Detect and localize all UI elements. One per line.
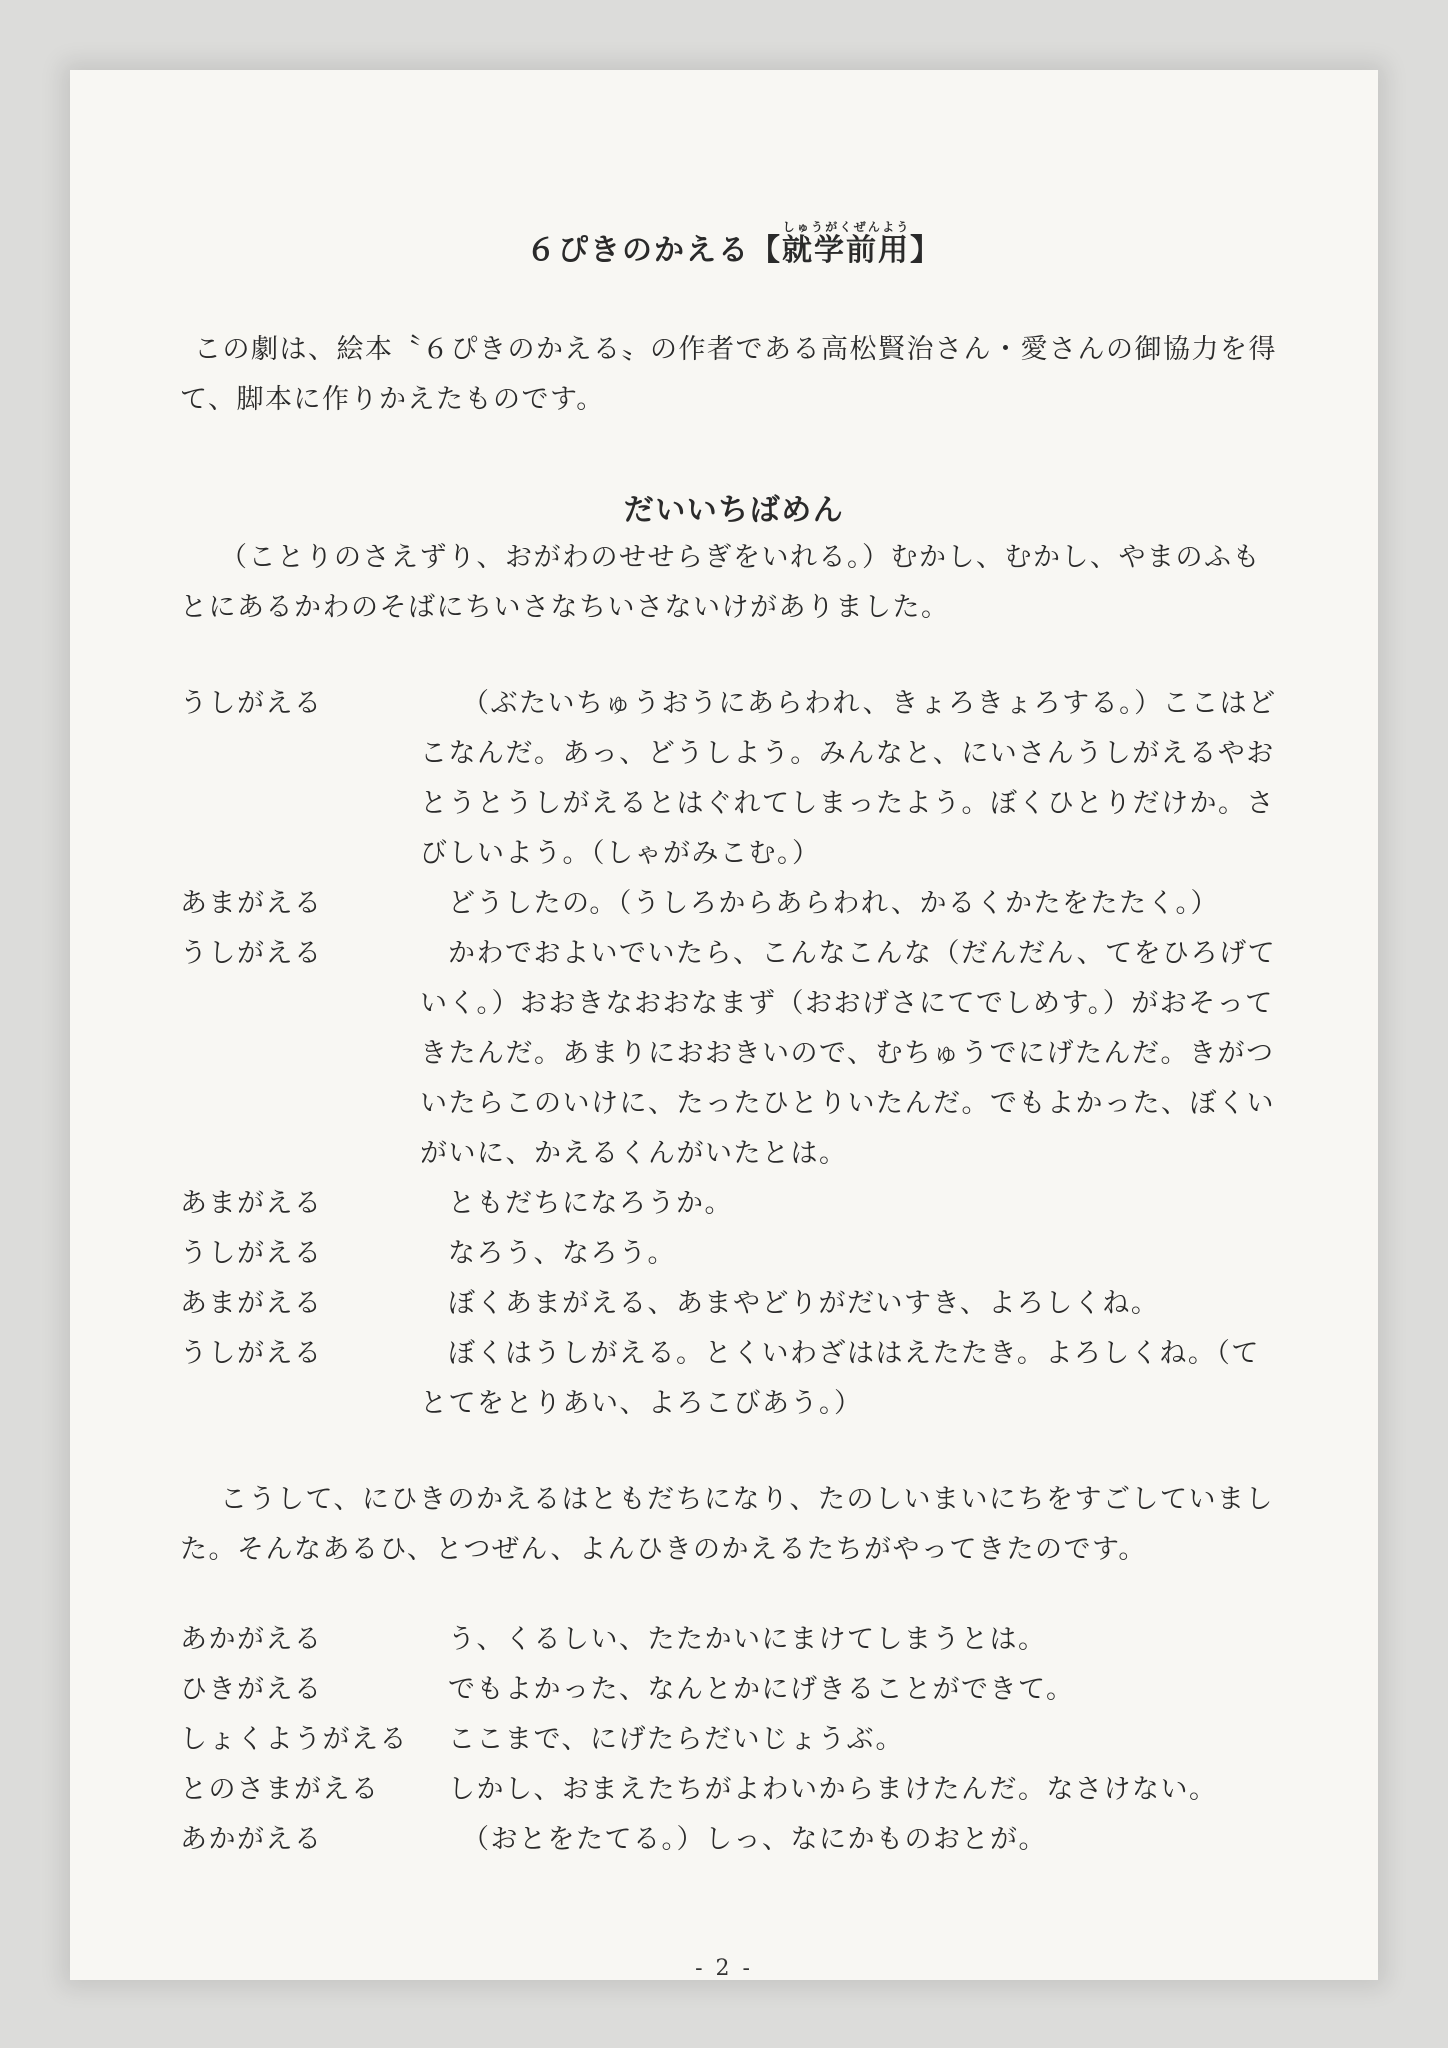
speaker-name: とのさまがえる [180, 1774, 380, 1805]
speech-text: ここまで、にげたらだいじょうぶ。 [448, 1724, 904, 1755]
speech-text: ともだちになろうか。 [448, 1188, 733, 1219]
page-number: - 2 - [695, 1956, 753, 1981]
speech-text: ぼくはうしがえる。とくいわざははえたたき。よろしくね。（てとてをとりあい、よろこびあう。） [420, 1338, 1260, 1419]
dialogue-line [180, 1715, 1288, 1765]
speech-text: ぼくあまがえる、あまやどりがだいすき、よろしくね。 [448, 1288, 1160, 1319]
speaker-name: あかがえる [180, 1824, 323, 1855]
speaker-name: うしがえる [180, 688, 323, 719]
speaker-name: あかがえる [180, 1624, 323, 1655]
dialogue-line [180, 929, 1288, 1179]
speaker-name: あまがえる [180, 1188, 323, 1219]
dialogue-line [180, 879, 1288, 929]
title-bracket-open: 【 [750, 233, 782, 268]
dialogue-line [180, 1615, 1288, 1665]
dialogue-block-1 [180, 679, 1288, 1429]
speech-text: しかし、おまえたちがよわいからまけたんだ。なさけない。 [448, 1774, 1218, 1805]
document-page [70, 70, 1378, 1980]
speaker-name: うしがえる [180, 938, 323, 969]
scene-heading: だいいちばめん [623, 493, 845, 528]
dialogue-line [180, 1815, 1288, 1865]
dialogue-line [180, 1229, 1288, 1279]
speaker-name: あまがえる [180, 1288, 323, 1319]
speech-text: かわでおよいでいたら、こんなこんな（だんだん、てをひろげていく。）おおきなおおなまず（おおげさにてでしめす。）がおそってきたんだ。あまりにおおきいので、むちゅうでにげたんだ。きがついたらこのいけに、たったひとりいたんだ。でもよかった、ぼくいがいに、かえるくんがいたとは。 [420, 938, 1277, 1169]
dialogue-line [180, 1765, 1288, 1815]
speaker-name: ひきがえる [180, 1674, 323, 1705]
speaker-name: うしがえる [180, 1238, 323, 1269]
title-suffix [782, 220, 910, 268]
speech-text: （おとをたてる。）しっ、なにかものおとが。 [462, 1824, 1047, 1855]
speech-text: どうしたの。（うしろからあらわれ、かるくかたをたたく。） [448, 888, 1219, 919]
speaker-name: あまがえる [180, 888, 323, 919]
speech-text: う、くるしい、たたかいにまけてしまうとは。 [448, 1624, 1047, 1655]
dialogue-line [180, 1179, 1288, 1229]
title-main: ６ぴきのかえる [526, 233, 750, 268]
dialogue-line [180, 679, 1288, 879]
page-content [180, 220, 1288, 1865]
dialogue-line [180, 1329, 1288, 1429]
intro-paragraph: この劇は、絵本〝６ぴきのかえる〟の作者である高松賢治さん・愛さんの御協力を得て、脚本に作りかえたものです。 [180, 334, 1277, 415]
speaker-name: しょくようがえる [180, 1724, 408, 1755]
speech-text: なろう、なろう。 [448, 1238, 676, 1269]
speech-text: でもよかった、なんとかにげきることができて。 [448, 1674, 1075, 1705]
title-suffix-text: 就学前用 [782, 233, 910, 268]
title-suffix-ruby: しゅうがくぜんよう [782, 220, 910, 234]
title-bracket-close: 】 [910, 233, 942, 268]
dialogue-line [180, 1279, 1288, 1329]
speaker-name: うしがえる [180, 1338, 323, 1369]
speech-text: （ぶたいちゅうおうにあらわれ、きょろきょろする。）ここはどこなんだ。あっ、どうしよう。みんなと、にいさんうしがえるやおとうとうしがえるとはぐれてしまったよう。ぼくひとりだけか。さびしいよう。（しゃがみこむ。） [420, 688, 1277, 869]
page-title [180, 220, 1288, 269]
dialogue-line [180, 1665, 1288, 1715]
dialogue-block-2 [180, 1615, 1288, 1865]
scene-narration: （ことりのさえずり、おがわのせせらぎをいれる。）むかし、むかし、やまのふもとにあるかわのそばにちいさなちいさないけがありました。 [180, 542, 1261, 623]
narration-paragraph: こうして、にひきのかえるはともだちになり、たのしいまいにちをすごしていました。そんなあるひ、とつぜん、よんひきのかえるたちがやってきたのです。 [180, 1484, 1274, 1565]
